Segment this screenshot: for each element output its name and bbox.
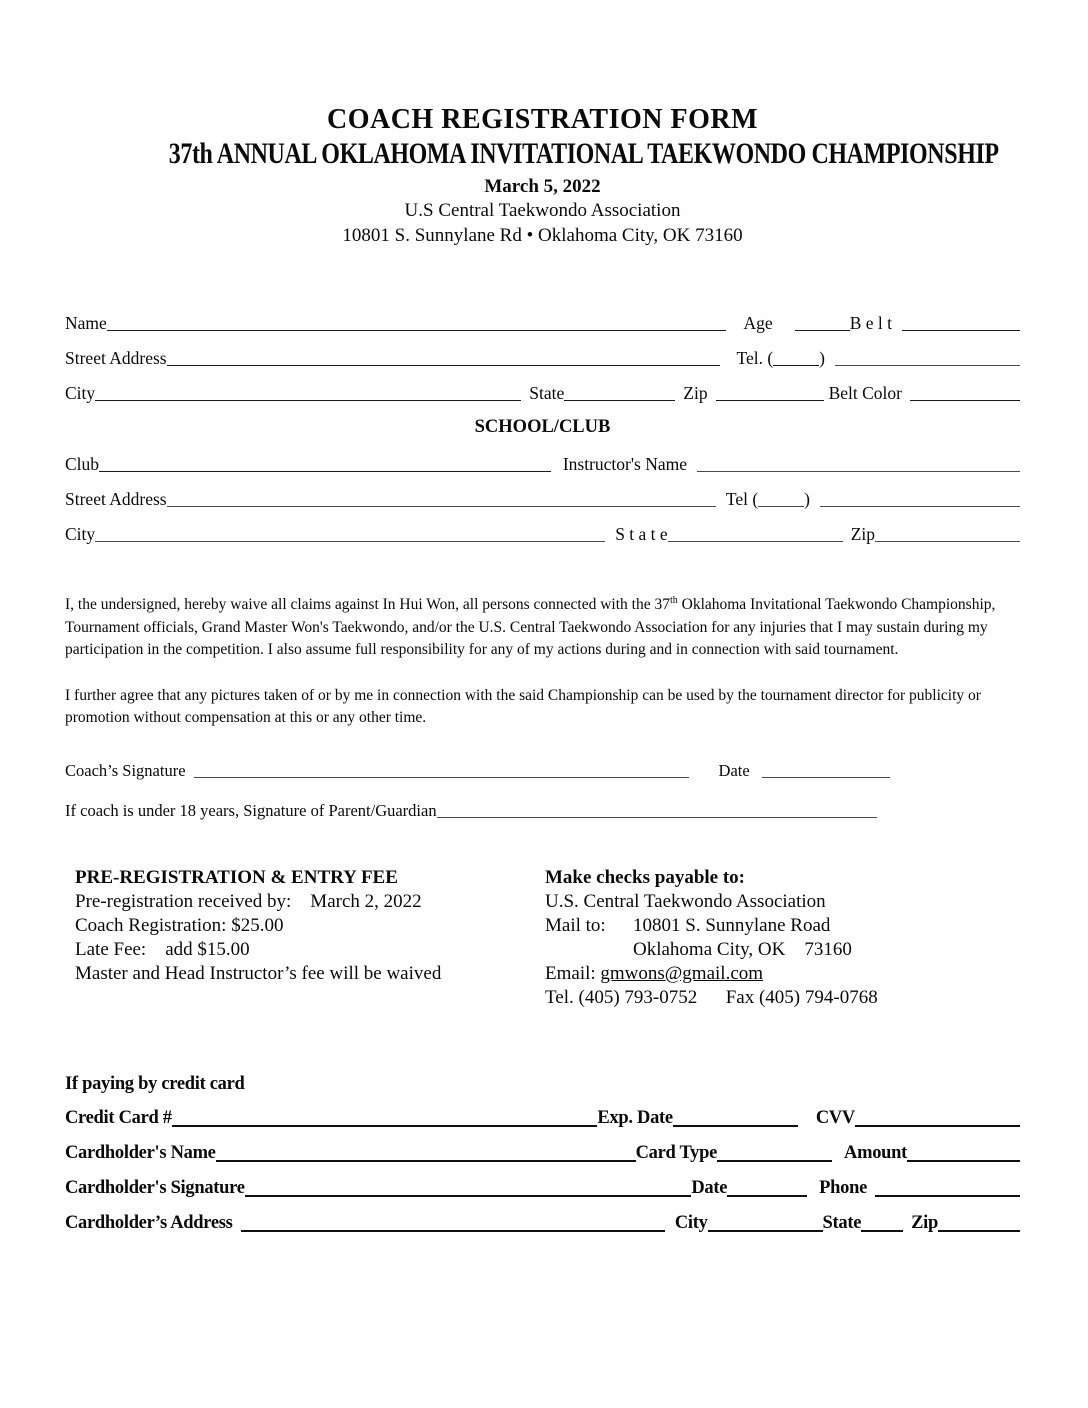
- amount-line: [907, 1160, 1020, 1162]
- tel-close-paren: ): [819, 348, 825, 368]
- school-tel-number-line: [820, 506, 1020, 507]
- pre-registration-block: [65, 866, 545, 1010]
- mail-to-label: Mail to:: [545, 914, 606, 936]
- street-address-line: [167, 365, 721, 366]
- cardholder-name-line: [216, 1160, 636, 1162]
- name-row: [65, 310, 1020, 334]
- city-line: [95, 400, 521, 401]
- name-line: [107, 330, 726, 331]
- cardholder-signature-line: [245, 1195, 692, 1197]
- city-label: City: [65, 383, 96, 403]
- fee-line-coach-registration: Coach Registration: $25.00: [75, 914, 284, 936]
- coach-signature-line: [194, 777, 689, 778]
- cardholder-name-row: [65, 1138, 1020, 1165]
- school-street-address-row: [65, 486, 1020, 510]
- guardian-signature-line: [437, 817, 877, 818]
- school-tel-area-line: [758, 506, 804, 507]
- cc-phone-line: [875, 1195, 1020, 1197]
- page-title: COACH REGISTRATION FORM: [326, 104, 758, 135]
- cc-date-label: Date: [691, 1177, 728, 1198]
- championship-subtitle: 37th ANNUAL OKLAHOMA INVITATIONAL TAEKWONDO CHAMPIONSHIP: [168, 137, 999, 170]
- belt-label: B e l t: [849, 313, 892, 333]
- school-state-label: S t a t e: [615, 524, 668, 544]
- cardholder-address-row: [65, 1208, 1020, 1235]
- tel-number-line: [835, 365, 1020, 366]
- mail-city-row: [545, 938, 1020, 962]
- club-line: [99, 471, 551, 472]
- state-label: State: [529, 383, 565, 403]
- instructor-name-label: Instructor's Name: [562, 454, 687, 474]
- school-street-address-label: Street Address: [65, 489, 167, 509]
- fee-section-heading: PRE-REGISTRATION & ENTRY FEE: [75, 866, 398, 888]
- zip-line: [716, 400, 824, 401]
- fees-payment-section: [65, 866, 1020, 1010]
- checks-payable-heading: Make checks payable to:: [545, 866, 746, 888]
- school-city-line: [95, 541, 605, 542]
- cvv-line: [855, 1125, 1020, 1127]
- cc-phone-label: Phone: [819, 1177, 867, 1198]
- street-address-row: [65, 345, 1020, 369]
- email-row: [545, 962, 1020, 986]
- personal-info-section: [65, 310, 1020, 404]
- cardholder-address-label: Cardholder’s Address: [65, 1212, 233, 1233]
- credit-card-number-row: [65, 1103, 1020, 1130]
- state-line: [564, 400, 675, 401]
- cardholder-signature-row: [65, 1173, 1020, 1200]
- tel-fax-line: Tel. (405) 793-0752 Fax (405) 794-0768: [545, 986, 878, 1008]
- signature-date-line: [762, 777, 890, 778]
- mail-address-line-2: Oklahoma City, OK 73160: [633, 938, 852, 960]
- credit-card-number-label: Credit Card #: [65, 1107, 172, 1128]
- school-street-address-line: [167, 506, 716, 507]
- cc-date-line: [727, 1195, 807, 1197]
- guardian-signature-row: [65, 797, 1020, 821]
- age-label: Age: [743, 313, 773, 333]
- organization-name: U.S Central Taekwondo Association: [404, 200, 681, 221]
- school-state-line: [668, 541, 843, 542]
- belt-line: [902, 330, 1020, 331]
- card-type-line: [717, 1160, 832, 1162]
- belt-color-line: [910, 400, 1020, 401]
- fee-line-late-fee: Late Fee: add $15.00: [75, 938, 250, 960]
- fee-line-received-by: Pre-registration received by: March 2, 2022: [75, 890, 422, 912]
- school-tel-label: Tel (: [725, 489, 759, 509]
- cc-state-line: [861, 1230, 903, 1232]
- waiver-p1-text-cont: Oklahoma Invitational Taekwondo Championship, Tournament officials, Grand Master Won's Taekwondo, and/or the U.S. Central Taekwondo Association for any injuries that I may sustain during my participation in the competition. I also assume full responsibility for any of my actions during and in connection with said tournament.: [65, 596, 996, 659]
- credit-card-number-line: [172, 1125, 598, 1127]
- cc-state-label: State: [822, 1212, 862, 1233]
- tel-label: Tel. (: [736, 348, 774, 368]
- school-city-label: City: [65, 524, 96, 544]
- coach-signature-row: [65, 757, 1020, 781]
- waiver-p1-text: I, the undersigned, hereby waive all claims against In Hui Won, all persons connected with the 37: [65, 596, 670, 614]
- waiver-paragraph-2: I further agree that any pictures taken of or by me in connection with the said Championship can be used by the tournament director for publicity or promotion without compensation at this or any other time.: [65, 686, 981, 727]
- payable-org: U.S. Central Taekwondo Association: [545, 890, 826, 912]
- amount-label: Amount: [844, 1142, 907, 1163]
- coach-signature-label: Coach’s Signature: [65, 760, 186, 780]
- fee-line-waiver-note: Master and Head Instructor’s fee will be waived: [75, 962, 442, 984]
- waiver-paragraph-1: [65, 590, 1023, 662]
- school-city-state-zip-row: [65, 521, 1020, 545]
- cardholder-name-label: Cardholder's Name: [65, 1142, 216, 1163]
- tel-area-line: [773, 365, 819, 366]
- event-date: March 5, 2022: [484, 176, 601, 197]
- instructor-name-line: [697, 471, 1020, 472]
- school-zip-line: [875, 541, 1020, 542]
- age-line: [795, 330, 850, 331]
- zip-label: Zip: [683, 383, 708, 403]
- cardholder-signature-label: Cardholder's Signature: [65, 1177, 245, 1198]
- payment-block: [545, 866, 1020, 1010]
- school-club-section: [65, 417, 1020, 545]
- exp-date-label: Exp. Date: [597, 1107, 673, 1128]
- cardholder-address-line: [241, 1230, 665, 1232]
- credit-card-heading: If paying by credit card: [65, 1073, 245, 1094]
- belt-color-label: Belt Color: [828, 383, 902, 403]
- mail-address-line-1: 10801 S. Sunnylane Road: [633, 914, 831, 936]
- cvv-label: CVV: [815, 1107, 855, 1128]
- cc-city-label: City: [674, 1212, 708, 1233]
- city-state-zip-row: [65, 380, 1020, 404]
- email-link[interactable]: gmwons@gmail.com: [600, 962, 764, 984]
- waiver-p1-superscript: th: [669, 595, 678, 606]
- school-tel-close-paren: ): [804, 489, 810, 509]
- exp-date-line: [673, 1125, 798, 1127]
- championship-subtitle-row: [65, 137, 1020, 171]
- street-address-label: Street Address: [65, 348, 167, 368]
- guardian-signature-label: If coach is under 18 years, Signature of Parent/Guardian: [65, 800, 437, 820]
- mail-address-spacer: [545, 938, 633, 962]
- school-zip-label: Zip: [850, 524, 875, 544]
- cc-zip-line: [938, 1230, 1020, 1232]
- organization-address: 10801 S. Sunnylane Rd • Oklahoma City, OK 73160: [342, 225, 743, 246]
- club-row: [65, 451, 1020, 475]
- cc-zip-label: Zip: [911, 1212, 938, 1233]
- mail-to-row: [545, 914, 1020, 938]
- name-label: Name: [65, 313, 107, 333]
- signature-date-label: Date: [718, 760, 750, 780]
- cc-city-line: [708, 1230, 823, 1232]
- school-club-heading: SCHOOL/CLUB: [474, 417, 611, 437]
- card-type-label: Card Type: [635, 1142, 718, 1163]
- club-label: Club: [65, 454, 100, 474]
- email-label: Email:: [545, 962, 601, 984]
